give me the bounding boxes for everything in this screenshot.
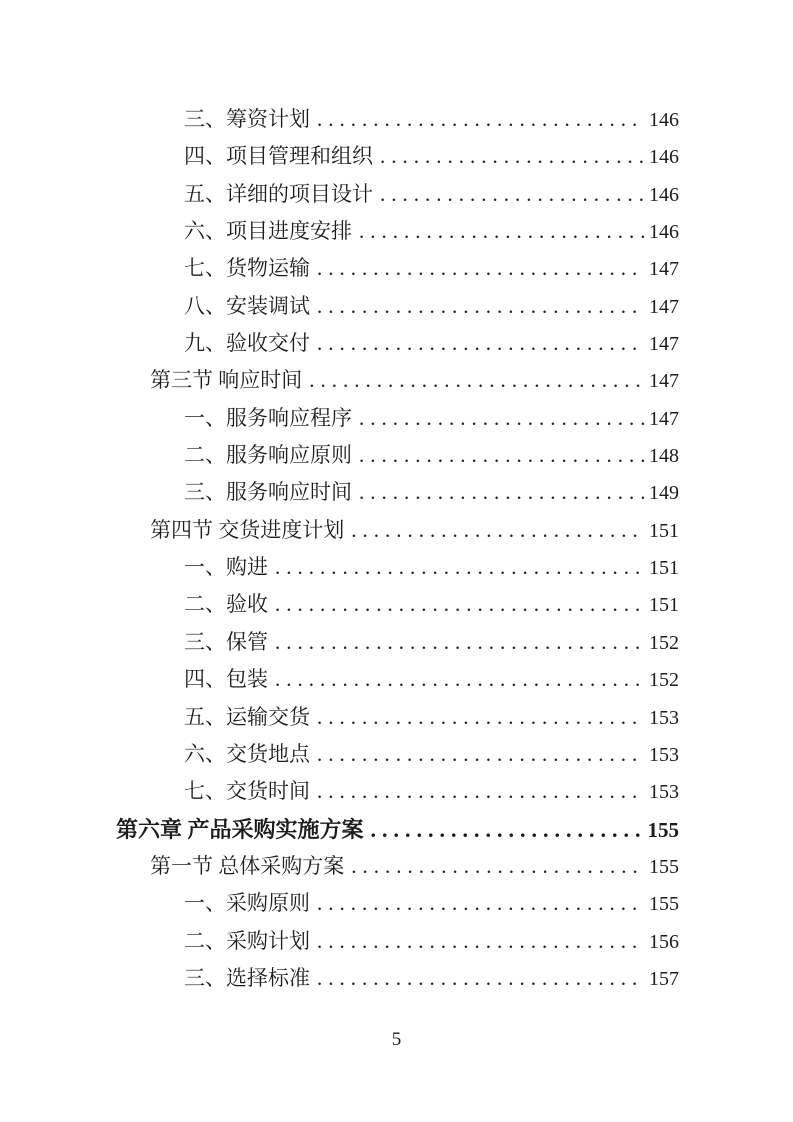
- toc-entry-label: 三、选择标准: [184, 965, 310, 990]
- toc-entry: [116, 288, 679, 325]
- toc-entry-page: 146: [649, 146, 679, 169]
- toc-entry-label: 五、运输交货: [184, 704, 310, 729]
- toc-entry-page: 156: [649, 930, 679, 953]
- toc-entry-label: 第三节 响应时间: [150, 368, 303, 393]
- toc-entry-label: 七、交货时间: [184, 779, 310, 804]
- toc-entry-page: 153: [649, 781, 679, 804]
- toc-entry-page: 148: [649, 445, 679, 468]
- dot-leader: [317, 699, 644, 736]
- toc-entry: [116, 624, 679, 661]
- toc-entry-page: 149: [649, 482, 679, 505]
- toc-list: [116, 101, 679, 997]
- toc-entry-page: 146: [649, 109, 679, 131]
- toc-entry: [116, 474, 679, 511]
- page-footer: [0, 1029, 793, 1051]
- toc-entry-page: 157: [649, 967, 679, 990]
- toc-entry-page: 146: [649, 183, 679, 206]
- dot-leader: [359, 437, 644, 474]
- toc-entry: [116, 138, 679, 175]
- toc-entry: [116, 400, 679, 437]
- toc-entry-page: 151: [649, 557, 679, 580]
- toc-entry-page: 151: [649, 594, 679, 617]
- toc-entry-label: 第六章 产品采购实施方案: [116, 816, 364, 842]
- toc-entry-page: 146: [649, 221, 679, 244]
- toc-entry: [116, 213, 679, 250]
- toc-entry: [116, 661, 679, 698]
- toc-entry: [116, 437, 679, 474]
- toc-entry-page: 147: [649, 295, 679, 318]
- toc-entry-label: 八、安装调试: [184, 293, 310, 318]
- dot-leader: [275, 624, 644, 661]
- dot-leader: [380, 176, 644, 213]
- toc-entry-label: 七、货物运输: [184, 256, 310, 281]
- dot-leader: [317, 250, 644, 287]
- dot-leader: [351, 848, 644, 885]
- dot-leader: [275, 549, 644, 586]
- toc-entry-page: 147: [649, 258, 679, 281]
- toc-entry: [116, 885, 679, 922]
- toc-entry: [116, 811, 679, 848]
- toc-entry: [116, 325, 679, 362]
- toc-entry-label: 四、包装: [184, 667, 268, 692]
- dot-leader: [317, 960, 644, 997]
- dot-leader: [380, 138, 644, 175]
- dot-leader: [317, 288, 644, 325]
- dot-leader: [359, 400, 644, 437]
- toc-entry: [116, 512, 679, 549]
- toc-entry: [116, 362, 679, 399]
- dot-leader: [275, 661, 644, 698]
- toc-entry: [116, 699, 679, 736]
- toc-entry: [116, 176, 679, 213]
- dot-leader: [317, 773, 644, 810]
- toc-entry-label: 三、筹资计划: [184, 107, 310, 131]
- toc-entry-label: 二、验收: [184, 592, 268, 617]
- toc-entry-label: 三、保管: [184, 629, 268, 654]
- dot-leader: [351, 512, 644, 549]
- toc-entry-page: 152: [649, 669, 679, 692]
- toc-entry-label: 六、项目进度安排: [184, 219, 352, 244]
- toc-entry-label: 四、项目管理和组织: [184, 144, 373, 169]
- toc-entry: [116, 848, 679, 885]
- toc-entry-label: 五、详细的项目设计: [184, 181, 373, 206]
- toc-entry: [116, 923, 679, 960]
- toc-entry-page: 147: [649, 370, 679, 393]
- page-number: 5: [391, 1029, 402, 1050]
- dot-leader: [371, 811, 643, 848]
- dot-leader: [359, 474, 644, 511]
- toc-entry-page: 147: [649, 407, 679, 430]
- toc-entry: [116, 250, 679, 287]
- toc-entry-label: 九、验收交付: [184, 331, 310, 356]
- toc-entry-label: 二、服务响应原则: [184, 443, 352, 468]
- dot-leader: [275, 586, 644, 623]
- toc-entry-page: 147: [649, 333, 679, 356]
- dot-leader: [317, 325, 644, 362]
- dot-leader: [359, 213, 644, 250]
- toc-entry-label: 一、服务响应程序: [184, 405, 352, 430]
- toc-entry: [116, 101, 679, 138]
- dot-leader: [317, 885, 644, 922]
- toc-entry-page: 151: [649, 519, 679, 542]
- toc-entry: [116, 736, 679, 773]
- toc-entry-label: 第四节 交货进度计划: [150, 517, 345, 542]
- toc-entry-label: 一、采购原则: [184, 891, 310, 916]
- toc-entry-label: 三、服务响应时间: [184, 480, 352, 505]
- toc-entry-page: 153: [649, 706, 679, 729]
- toc-entry: [116, 586, 679, 623]
- dot-leader: [317, 736, 644, 773]
- dot-leader: [309, 362, 644, 399]
- dot-leader: [317, 101, 644, 138]
- dot-leader: [317, 923, 644, 960]
- toc-entry-label: 二、采购计划: [184, 928, 310, 953]
- toc-entry: [116, 773, 679, 810]
- toc-entry-page: 153: [649, 743, 679, 766]
- toc-entry: [116, 549, 679, 586]
- toc-entry-label: 一、购进: [184, 555, 268, 580]
- toc-entry-page: 152: [649, 631, 679, 654]
- toc-entry: [116, 960, 679, 997]
- toc-entry-page: 155: [647, 817, 679, 842]
- toc-entry-label: 六、交货地点: [184, 741, 310, 766]
- toc-entry-page: 155: [649, 893, 679, 916]
- toc-entry-label: 第一节 总体采购方案: [150, 853, 345, 878]
- toc-entry-page: 155: [649, 855, 679, 878]
